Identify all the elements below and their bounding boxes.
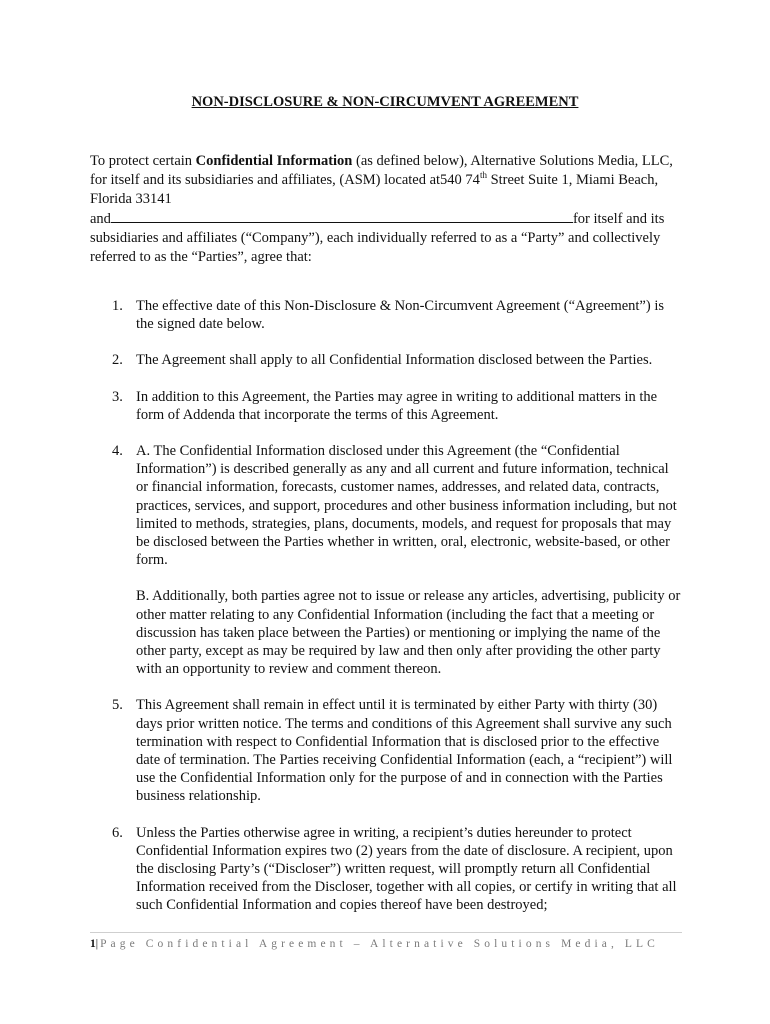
clause-number: 3. [112, 388, 123, 405]
clause-2 [90, 351, 684, 369]
company-name-blank-line[interactable] [111, 209, 573, 223]
clause-5 [90, 696, 684, 805]
footer-separator: | [95, 938, 101, 950]
clause-number: 1. [112, 298, 123, 314]
intro-part3: Street Suite 1, Miami Beach, Florida 33141 [90, 172, 659, 207]
ordinal-suffix: th [479, 170, 487, 181]
clause-text: This Agreement shall remain in effect until it is terminated by either Party with thirty (30) days prior written notice. The terms and conditions of this Agreement shall survive any such termination with respect to Confidential Information that is disclosed prior to the effective date of termination. The Parties receiving Confidential Information (each, a “recipient”) will use the Confidential Information only for the purpose of and in connection with the Parties business relationship. [136, 697, 673, 805]
clause-number: 4. [112, 443, 123, 460]
clause-number: 5. [112, 697, 123, 714]
and-label: and [90, 211, 111, 227]
agreement-clauses [90, 297, 684, 915]
document-title: NON-DISCLOSURE & NON-CIRCUMVENT AGREEMENT [191, 94, 579, 110]
intro-part2: (as defined below), Alternative Solutions Media, LLC, for itself and its subsidiaries and affiliates, (ASM) located at540 74 [90, 153, 673, 188]
clause-number: 6. [112, 824, 123, 841]
intro-part4: for itself and its subsidiaries and affiliates (“Company”), each individually referred to as a “Party” and collectively referred to as the “Parties”, agree that: [90, 211, 665, 265]
clause-text: Unless the Parties otherwise agree in writing, a recipient’s duties hereunder to protect Confidential Information expires two (2) years from the date of disclosure. A recipient, upon the disclosing Party’s (“Discloser”) written request, will promptly return all Confidential Information received from the Discloser, together with all copies, or certify in writing that all such Confidential Information and copies thereof have been destroyed; [136, 824, 677, 914]
clause-6 [90, 824, 684, 915]
intro-paragraph [90, 152, 680, 267]
clause-text: The effective date of this Non-Disclosure & Non-Circumvent Agreement (“Agreement”) is the signed date below. [136, 298, 664, 333]
clause-1 [90, 297, 684, 333]
page-footer [90, 932, 682, 952]
clause-3 [90, 388, 684, 424]
clause-text: In addition to this Agreement, the Parties may agree in writing to additional matters in the form of Addenda that incorporate the terms of this Agreement. [136, 388, 658, 423]
intro-text [90, 152, 680, 267]
clause-text: The Agreement shall apply to all Confidential Information disclosed between the Parties. [136, 352, 653, 369]
intro-part1: To protect certain [90, 153, 196, 169]
clause-text-b: B. Additionally, both parties agree not to issue or release any articles, advertising, publicity or other matter relating to any Confidential Information (including the fact that a meeting or discussion has taken place between the Parties) or mentioning or implying the name of the other party, except as may be required by law and then only after providing the other party with an opportunity to review and comment thereon. [136, 588, 681, 678]
confidential-information-term: Confidential Information [195, 153, 353, 169]
footer-text: Page Confidential Agreement – Alternative Solutions Media, LLC [100, 938, 659, 950]
page-number: 1 [90, 938, 96, 950]
clause-number: 2. [112, 352, 123, 369]
clause-4 [90, 442, 684, 678]
clause-text-a: A. The Confidential Information disclosed under this Agreement (the “Confidential Information”) is described generally as any and all current and future information, technical or financial information, forecasts, customer names, addresses, and related data, contracts, practices, services, and support, procedures and other business information including, but not limited to methods, strategies, plans, documents, models, and request for proposals that may be disclosed between the Parties whether in written, oral, electronic, website-based, or other form. [136, 443, 677, 569]
